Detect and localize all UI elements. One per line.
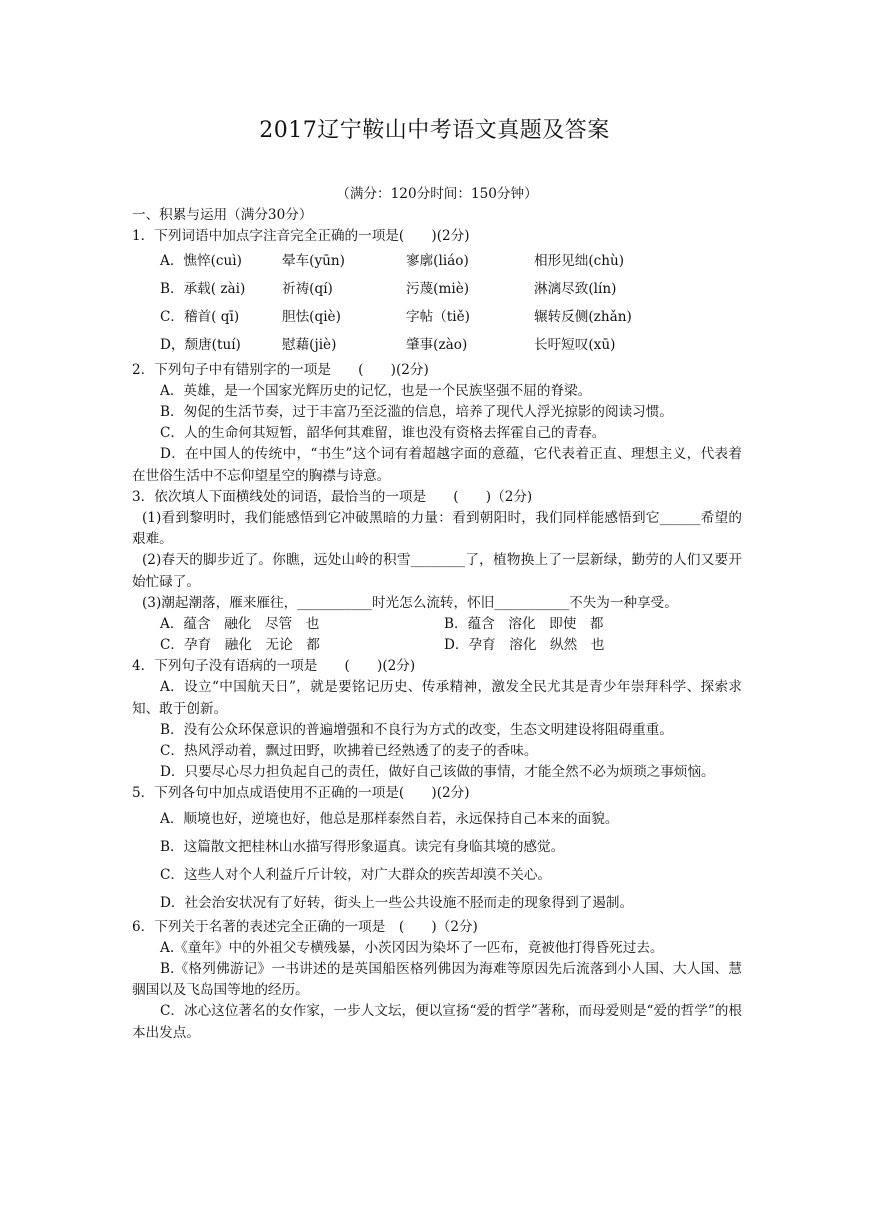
question-1-stem: 1．下列词语中加点字注音完全正确的一项是( )(2分) <box>132 228 470 245</box>
question-5-stem: 5．下列各句中加点成语使用不正确的一项是( )(2分) <box>132 785 470 802</box>
question-2-option-c: C．人的生命何其短暂，韶华何其难留，谁也没有资格去挥霍自己的青春。 <box>160 425 606 442</box>
option-cell: 祈祷(qí) <box>282 280 333 297</box>
question-3-sentence-2: (2)春天的脚步近了。你瞧，远处山岭的积雪________了，植物换上了一层新绿，勤劳的人们又要开始忙碌了。 <box>132 552 742 590</box>
question-2-option-b: B．匆促的生活节奏，过于丰富乃至泛滥的信息，培养了现代人浮光掠影的阅读习惯。 <box>160 403 673 420</box>
question-1-option-b <box>132 276 742 304</box>
section-heading: 一、积累与运用（满分30分） <box>132 207 313 224</box>
option-cell: 长吁短叹(xū) <box>534 336 616 353</box>
option-cell: 胆怯(qiè) <box>282 308 341 325</box>
question-4-option-b: B．没有公众环保意识的普遍增强和不良行为方式的改变，生态文明建设将阻碍重重。 <box>160 721 673 738</box>
question-4-option-a: A．设立“中国航天日”，就是要铭记历史、传承精神，激发全民尤其是青少年崇拜科学、探索求知、敢于创新。 <box>132 679 742 717</box>
question-3-option-b: B．蕴含 溶化 即使 都 <box>444 615 604 632</box>
question-3-options-cd <box>132 635 742 656</box>
option-cell: 字帖（tiě) <box>406 308 470 325</box>
question-3-sentence-3: (3)潮起潮落，雁来雁往，___________时光怎么流转，怀旧___________不失为一种享受。 <box>142 594 678 611</box>
option-cell: B．承载( zài) <box>160 280 246 297</box>
question-3-option-d: D．孕育 溶化 纵然 也 <box>444 637 605 654</box>
question-3-option-c: C．孕育 融化 无论 都 <box>160 637 320 654</box>
option-cell: 慰藉(jiè) <box>282 336 337 353</box>
question-3-stem: 3．依次填人下面横线处的词语，最恰当的一项是 ( )（2分) <box>132 488 533 505</box>
question-3-options-ab <box>132 614 742 635</box>
question-1-option-d <box>132 332 742 360</box>
question-5-option-c: C．这些人对个人利益斤斤计较，对广大群众的疾苦却漠不关心。 <box>160 866 552 883</box>
question-5-option-a: A．顺境也好，逆境也好，他总是那样泰然自若，永远保持自己本来的面貌。 <box>160 810 619 827</box>
document-title: 2017辽宁鞍山中考语文真题及答案 <box>259 118 610 143</box>
question-4-stem: 4．下列句子没有语病的一项是 ( )(2分) <box>132 658 416 675</box>
option-cell: 淋漓尽致(lín) <box>534 280 617 297</box>
option-cell: 相形见绌(chù) <box>534 252 625 269</box>
option-cell: 辗转反侧(zhǎn) <box>534 308 632 325</box>
question-4-option-c: C．热风浮动着，飘过田野，吹拂着已经熟透了的麦子的香味。 <box>160 743 538 760</box>
question-4-option-d: D．只要尽心尽力担负起自己的责任，做好自己该做的事情，才能全然不必为烦琐之事烦恼。 <box>160 764 715 781</box>
question-3-option-a: A．蕴含 融化 尽管 也 <box>160 615 320 632</box>
option-cell: A．憔悴(cuì) <box>160 252 242 269</box>
option-cell: 寥廓(liáo) <box>406 252 469 269</box>
question-1-option-a <box>132 248 742 276</box>
question-6-stem: 6．下列关于名著的表述完全正确的一项是 ( )（2分) <box>132 918 478 935</box>
document-body <box>132 184 742 1044</box>
question-1-option-c <box>132 304 742 332</box>
question-6-option-a: A.《童年》中的外祖父专横残暴，小茨冈因为染坏了一匹布，竟被他打得昏死过去。 <box>160 939 664 956</box>
option-cell: 肇事(zào) <box>406 336 468 353</box>
exam-info: （满分：120分时间：150分钟） <box>336 186 538 202</box>
question-5-option-d: D．社会治安状况有了好转，街头上一些公共设施不胫而走的现象得到了遏制。 <box>160 894 634 911</box>
question-5-option-b: B．这篇散文把桂林山水描写得形象逼真。读完有身临其境的感觉。 <box>160 838 565 855</box>
question-6-option-c: C．冰心这位著名的女作家，一步人文坛，便以宣扬“爱的哲学”著称，而母爱则是“爱的哲学”的根本出发点。 <box>132 1003 742 1041</box>
option-cell: C．稽首( qī) <box>160 308 240 325</box>
question-2-option-d: D．在中国人的传统中，“书生”这个词有着超越字面的意蕴，它代表着正直、理想主义，代表着在世俗生活中不忘仰望星空的胸襟与诗意。 <box>132 446 742 484</box>
question-6-option-b: B.《格列佛游记》一书讲述的是英国船医格列佛因为海难等原因先后流落到小人国、大人国、慧骃国以及飞岛国等地的经历。 <box>132 961 742 999</box>
question-2-option-a: A．英雄，是一个国家光辉历史的记忆，也是一个民族坚强不屈的脊梁。 <box>160 382 592 399</box>
option-cell: 污蔑(miè) <box>406 280 470 297</box>
option-cell: D，颓唐(tuí) <box>160 336 241 353</box>
question-3-sentence-1: (1)看到黎明时，我们能感悟到它冲破黑暗的力量：看到朝阳时，我们同样能感悟到它______希望的艰难。 <box>132 509 742 548</box>
question-2-stem: 2．下列句子中有错别字的一项是 ( )(2分) <box>132 361 429 378</box>
option-cell: 晕车(yūn) <box>282 252 345 269</box>
